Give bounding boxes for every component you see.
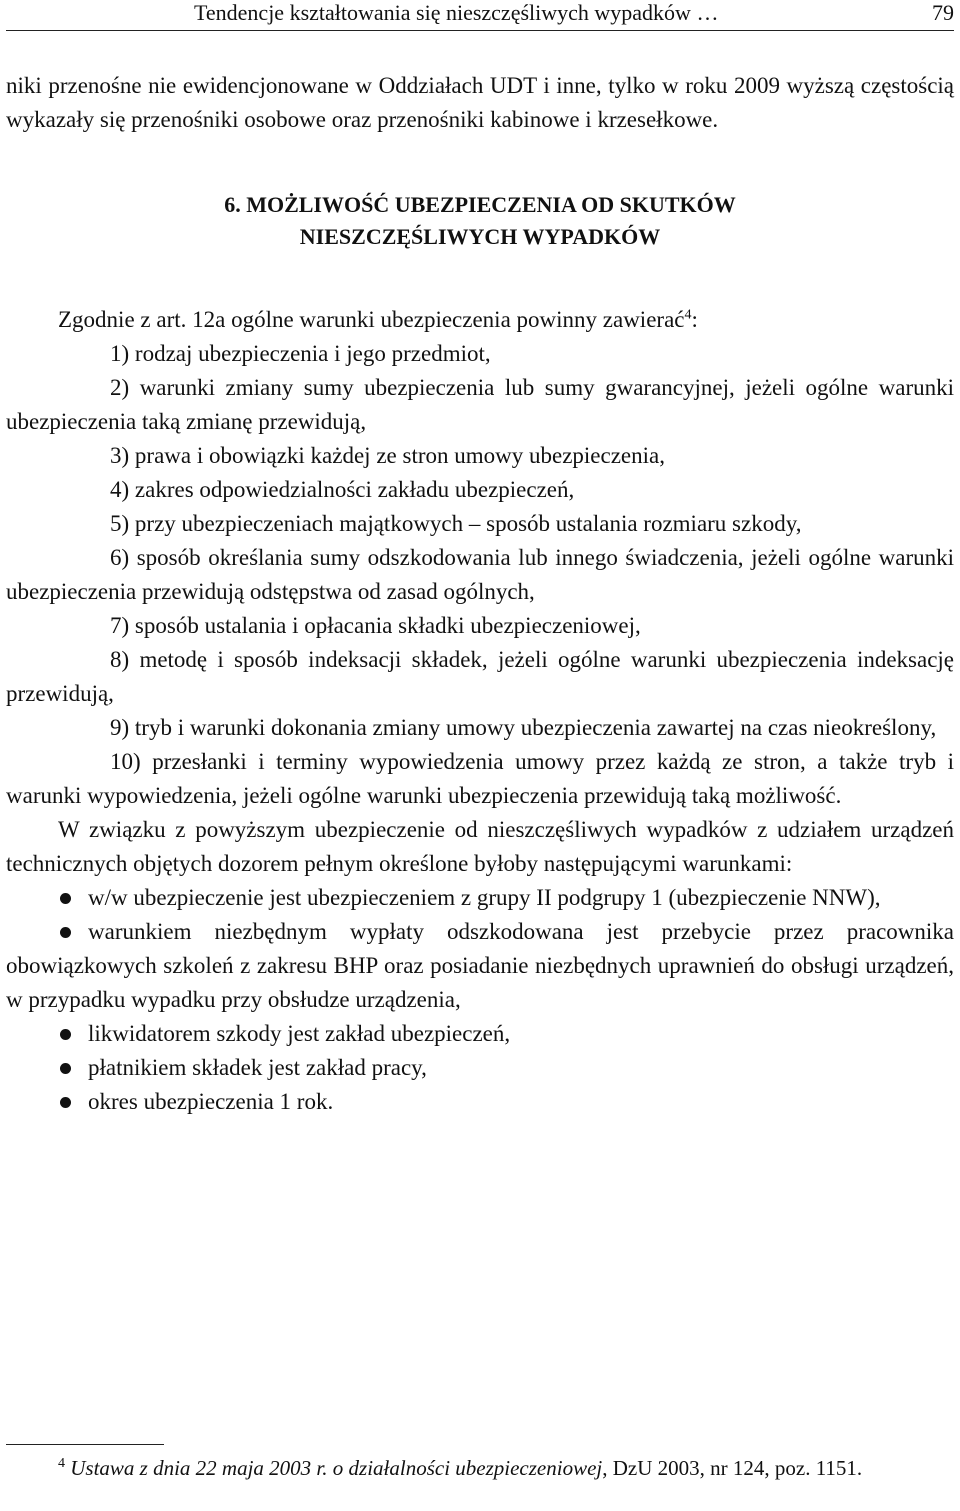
bullet-text: warunkiem niezbędnym wypłaty odszkodowana jest przebycie przez pracownika obowiązkowych szkoleń z zakresu BHP oraz posiadanie niezbędnych uprawnień do obsługi urządzeń, w przypadku wypadku przy obsłudze urządzenia,	[6, 919, 954, 1012]
footnote-reference: 4	[684, 307, 692, 323]
running-header	[6, 0, 954, 31]
item-number: 3)	[110, 443, 130, 468]
intro-paragraph: niki przenośne nie ewidencjonowane w Oddziałach UDT i inne, tylko w roku 2009 wyższą częstością wykazały się przenośniki osobowe oraz przenośniki kabinowe i krzesełkowe.	[6, 73, 954, 132]
list-item	[6, 541, 954, 609]
list-item	[6, 337, 954, 371]
bullet-text: likwidatorem szkody jest zakład ubezpieczeń,	[88, 1021, 511, 1046]
list-item	[6, 507, 954, 541]
item-text: rodzaj ubezpieczenia i jego przedmiot,	[134, 341, 491, 366]
bullet-item	[6, 1085, 954, 1119]
item-number: 8)	[110, 647, 130, 672]
bullet-icon	[60, 1063, 71, 1074]
item-number: 7)	[110, 613, 130, 638]
item-text: zakres odpowiedzialności zakładu ubezpieczeń,	[134, 477, 575, 502]
lead-text: Zgodnie z art. 12a ogólne warunki ubezpieczenia powinny zawierać	[58, 307, 685, 332]
footnote-citation: , DzU 2003, nr 124, poz. 1151.	[602, 1456, 863, 1480]
list-item	[6, 371, 954, 439]
page-number: 79	[932, 0, 954, 25]
item-text: przy ubezpieczeniach majątkowych – sposób ustalania rozmiaru szkody,	[134, 511, 802, 536]
item-number: 10)	[110, 749, 141, 774]
item-text: prawa i obowiązki każdej ze stron umowy ubezpieczenia,	[134, 443, 665, 468]
item-text: tryb i warunki dokonania zmiany umowy ubezpieczenia zawartej na czas nieokreślony,	[134, 715, 937, 740]
item-number: 1)	[110, 341, 130, 366]
item-text: przesłanki i terminy wypowiedzenia umowy przez każdą ze stron, a także tryb i warunki wypowiedzenia, jeżeli ogólne warunki ubezpieczenia przewidują taką możliwość.	[6, 749, 954, 808]
list-item	[6, 643, 954, 711]
list-item	[6, 711, 954, 745]
list-item	[6, 473, 954, 507]
bullet-text: okres ubezpieczenia 1 rok.	[88, 1089, 334, 1114]
body-text	[6, 69, 954, 1119]
bullet-icon	[60, 1029, 71, 1040]
section-heading	[6, 189, 954, 253]
section-heading-line-1: 6. MOŻLIWOŚĆ UBEZPIECZENIA OD SKUTKÓW	[224, 192, 736, 217]
footnote-separator	[6, 1444, 164, 1445]
list-item	[6, 745, 954, 813]
bullet-icon	[60, 893, 71, 904]
item-number: 9)	[110, 715, 130, 740]
running-title: Tendencje kształtowania się nieszczęśliwych wypadków …	[194, 0, 719, 25]
item-text: sposób ustalania i opłacania składki ubezpieczeniowej,	[134, 613, 641, 638]
bullet-item	[6, 1051, 954, 1085]
bullet-item	[6, 881, 954, 915]
numbered-list	[6, 337, 954, 813]
item-text: metodę i sposób indeksacji składek, jeżeli ogólne warunki ubezpieczenia indeksację przewidują,	[6, 647, 955, 706]
item-text: sposób określania sumy odszkodowania lub innego świadczenia, jeżeli ogólne warunki ubezpieczenia przewidują odstępstwa od zasad ogólnych,	[6, 545, 955, 604]
footnote-title: Ustawa z dnia 22 maja 2003 r. o działalności ubezpieczeniowej	[70, 1456, 603, 1480]
item-number: 6)	[110, 545, 130, 570]
bullet-icon	[60, 1097, 71, 1108]
section-heading-line-2: NIESZCZĘŚLIWYCH WYPADKÓW	[299, 224, 661, 249]
item-number: 2)	[110, 375, 130, 400]
bullet-text: w/w ubezpieczenie jest ubezpieczeniem z grupy II podgrupy 1 (ubezpieczenie NNW),	[88, 885, 881, 910]
footnote	[6, 1454, 954, 1482]
list-item	[6, 439, 954, 473]
lead-colon: :	[691, 307, 698, 332]
bullet-item	[6, 1017, 954, 1051]
footnote-mark: 4	[58, 1456, 65, 1471]
item-number: 5)	[110, 511, 130, 536]
bullet-item	[6, 915, 954, 1017]
item-text: warunki zmiany sumy ubezpieczenia lub sumy gwarancyjnej, jeżeli ogólne warunki ubezpieczenia taką zmianę przewidują,	[6, 375, 955, 434]
bullet-icon	[60, 927, 71, 938]
page	[6, 0, 955, 1480]
lead-paragraph	[6, 303, 954, 337]
bullet-text: płatnikiem składek jest zakład pracy,	[88, 1055, 427, 1080]
conclusion-paragraph: W związku z powyższym ubezpieczenie od nieszczęśliwych wypadków z udziałem urządzeń technicznych objętych dozorem pełnym określone byłoby następującymi warunkami:	[6, 817, 954, 876]
list-item	[6, 609, 954, 643]
item-number: 4)	[110, 477, 130, 502]
bullet-list	[6, 881, 954, 1119]
